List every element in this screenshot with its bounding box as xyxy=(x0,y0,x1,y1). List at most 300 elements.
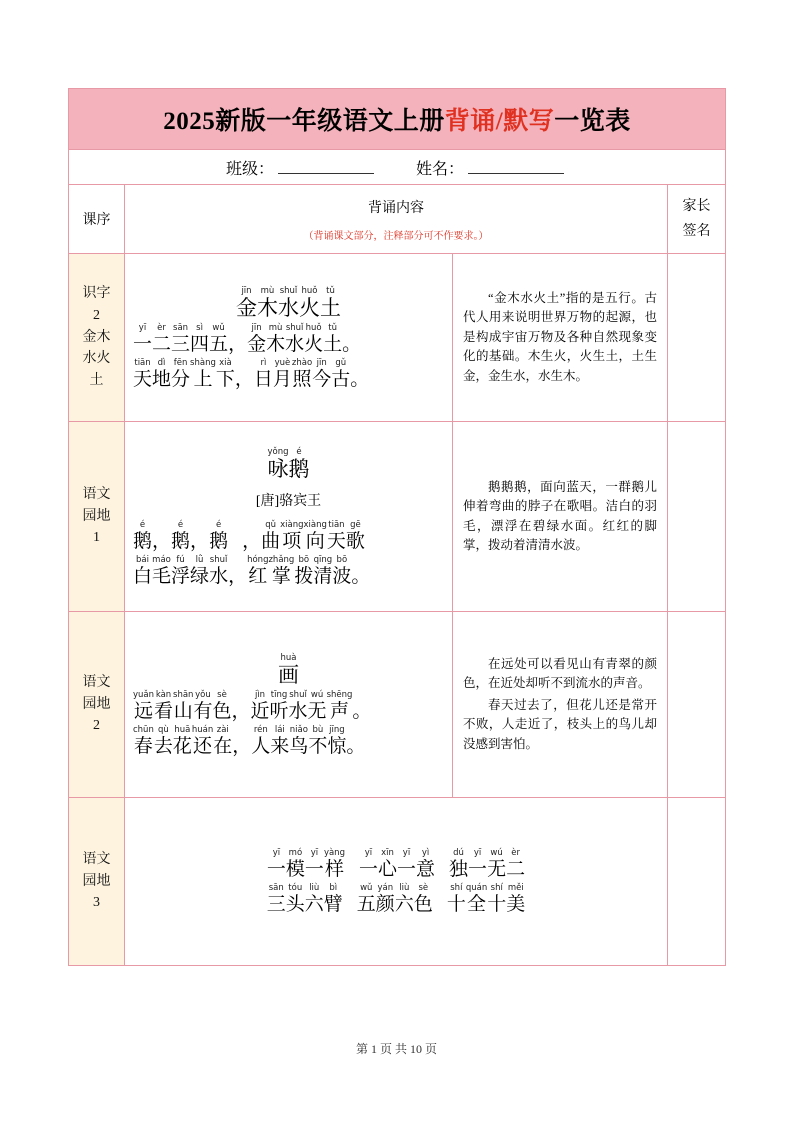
pinyin: huán xyxy=(191,725,214,735)
ruby-char xyxy=(251,690,270,723)
pinyin xyxy=(242,520,261,530)
hanzi: 声 xyxy=(329,701,349,722)
pinyin: yuǎn xyxy=(133,690,155,700)
pinyin: shuǐ xyxy=(279,286,298,296)
ruby-char xyxy=(352,690,371,723)
ruby-char xyxy=(273,358,292,391)
ruby-char xyxy=(236,286,257,321)
order-line: 识字 xyxy=(82,286,111,302)
ruby-char xyxy=(286,848,305,881)
pinyin: yī xyxy=(473,847,482,858)
hanzi: 五 xyxy=(209,334,229,355)
hanzi: 还 xyxy=(193,736,213,757)
student-info-row xyxy=(68,150,726,184)
hanzi: 浮 xyxy=(171,566,191,587)
header-signature-line2: 签名 xyxy=(682,224,711,239)
pinyin: jīn xyxy=(316,358,327,368)
text-line xyxy=(133,883,659,916)
hanzi: ， xyxy=(190,531,210,552)
order-line: 语文 xyxy=(82,486,111,502)
pinyin: bái xyxy=(136,555,149,565)
ruby-char xyxy=(247,323,266,356)
pinyin xyxy=(350,358,369,368)
hanzi: 天 xyxy=(326,531,346,552)
hanzi: 鹅 xyxy=(209,531,229,552)
pinyin: dì xyxy=(157,358,166,368)
pinyin: wú xyxy=(490,847,503,858)
pinyin: yī xyxy=(364,847,373,858)
hanzi: 不 xyxy=(308,736,328,757)
hanzi: 鹅 xyxy=(171,531,191,552)
hanzi: 六 xyxy=(304,893,324,915)
hanzi: 十 xyxy=(487,893,507,915)
poem-body-2 xyxy=(133,690,444,758)
pinyin: bō xyxy=(336,555,348,565)
hanzi: 色 xyxy=(212,701,232,722)
class-blank[interactable] xyxy=(278,159,374,174)
pinyin: zài xyxy=(216,725,229,735)
hanzi: 全 xyxy=(467,893,487,915)
ruby-char xyxy=(267,447,288,482)
ruby-char xyxy=(324,848,345,881)
order-line: 土 xyxy=(89,373,104,389)
ruby-char xyxy=(308,690,327,723)
hanzi: ， xyxy=(152,531,172,552)
hanzi: 。 xyxy=(351,566,371,587)
hanzi: 日 xyxy=(253,369,273,390)
text-line xyxy=(133,520,444,553)
pinyin: èr xyxy=(157,323,166,333)
ruby-char xyxy=(468,848,487,881)
row-note-0 xyxy=(453,254,668,422)
pinyin: quán xyxy=(465,882,488,893)
pinyin xyxy=(190,520,209,530)
row-signature-0[interactable] xyxy=(668,254,726,422)
pinyin: yàng xyxy=(323,847,345,858)
hanzi: 木 xyxy=(257,296,278,320)
ruby-char xyxy=(154,690,173,723)
hanzi: 向 xyxy=(305,531,325,552)
hanzi: 一 xyxy=(133,334,153,355)
ruby-char xyxy=(304,323,323,356)
title-banner xyxy=(68,88,726,150)
pinyin: jìn xyxy=(254,690,266,700)
ruby-char xyxy=(342,323,361,356)
pinyin: jīn xyxy=(241,286,252,296)
ruby-char xyxy=(289,447,310,482)
ruby-char xyxy=(447,883,466,916)
class-label: 班级： xyxy=(225,160,274,178)
ruby-char xyxy=(133,323,152,356)
hanzi: ， xyxy=(242,531,262,552)
row-signature-2[interactable] xyxy=(668,612,726,798)
table-row xyxy=(69,798,726,966)
pinyin: shí xyxy=(490,882,503,893)
ruby-char xyxy=(152,555,171,588)
pinyin: gǔ xyxy=(335,358,347,368)
pinyin: yuè xyxy=(274,358,291,368)
ruby-char xyxy=(299,286,320,321)
hanzi: 白 xyxy=(133,566,153,587)
note-paragraph: 春天过去了，但花儿还是常开不败，人走近了，枝头上的鸟儿却没感到害怕。 xyxy=(463,697,657,751)
hanzi: 二 xyxy=(152,334,172,355)
pinyin xyxy=(352,690,371,700)
order-line: 语文 xyxy=(82,851,111,867)
ruby-char xyxy=(171,520,190,553)
pinyin: huā xyxy=(174,725,191,735)
order-line: 金木 xyxy=(82,329,111,345)
order-line: 2 xyxy=(93,307,100,323)
pinyin: é xyxy=(215,520,222,530)
order-line: 园地 xyxy=(82,873,111,889)
row-signature-1[interactable] xyxy=(668,422,726,612)
hanzi: 拨 xyxy=(294,566,314,587)
poem-title-2 xyxy=(133,653,444,688)
ruby-char xyxy=(487,848,506,881)
pinyin: yī xyxy=(272,847,281,858)
hanzi: 咏 xyxy=(267,457,289,481)
pinyin: qù xyxy=(157,725,169,735)
row-signature-3[interactable] xyxy=(668,798,726,966)
hanzi: 五 xyxy=(356,893,376,915)
pinyin: fēn xyxy=(173,358,188,368)
hanzi: 颜 xyxy=(375,893,395,915)
hanzi: 惊 xyxy=(327,736,347,757)
pinyin xyxy=(228,323,247,333)
ruby-char xyxy=(212,690,231,723)
pinyin xyxy=(342,323,361,333)
ruby-char xyxy=(209,520,228,553)
pinyin: shàng xyxy=(190,358,216,368)
pinyin: lǜ xyxy=(195,555,204,565)
pinyin: dú xyxy=(453,847,464,858)
ruby-char xyxy=(173,725,192,758)
hanzi: ， xyxy=(232,736,252,757)
ruby-char xyxy=(376,883,395,916)
pinyin: lái xyxy=(274,725,285,735)
ruby-char xyxy=(313,555,332,588)
hanzi: 歌 xyxy=(345,531,365,552)
ruby-char xyxy=(133,690,154,723)
ruby-char xyxy=(327,690,353,723)
hanzi: 无 xyxy=(487,858,507,880)
ruby-char xyxy=(152,323,171,356)
hanzi: 掌 xyxy=(271,566,291,587)
hanzi: 花 xyxy=(172,736,192,757)
pinyin: bì xyxy=(329,882,338,893)
hanzi: 清 xyxy=(313,566,333,587)
pinyin: sè xyxy=(418,882,429,893)
ruby-char xyxy=(289,690,308,723)
pinyin: yán xyxy=(377,882,394,893)
hanzi: ， xyxy=(231,701,251,722)
pinyin: é xyxy=(177,520,184,530)
row-order-3 xyxy=(69,798,125,966)
hanzi: 鸟 xyxy=(289,736,309,757)
pinyin: yī xyxy=(310,847,319,858)
text-line xyxy=(133,323,444,356)
pinyin: èr xyxy=(511,847,520,858)
ruby-char xyxy=(242,520,261,553)
ruby-char xyxy=(257,286,278,321)
hanzi: 色 xyxy=(413,893,433,915)
row-order-2 xyxy=(69,612,125,798)
pinyin xyxy=(228,555,247,565)
pinyin: yī xyxy=(402,847,411,858)
ruby-char xyxy=(209,555,228,588)
hanzi: 一 xyxy=(304,858,324,880)
hanzi: 。 xyxy=(350,369,370,390)
ruby-char xyxy=(449,848,468,881)
hanzi: 画 xyxy=(278,663,299,687)
order-line: 园地 xyxy=(82,696,111,712)
ruby-char xyxy=(251,725,270,758)
ruby-char xyxy=(267,848,286,881)
poem-title-0 xyxy=(133,286,444,321)
ruby-char xyxy=(466,883,487,916)
hanzi: ， xyxy=(228,566,248,587)
pinyin: xià xyxy=(219,358,232,368)
hanzi: 照 xyxy=(292,369,312,390)
pinyin: chūn xyxy=(133,725,154,735)
ruby-char xyxy=(305,883,324,916)
hanzi: 三 xyxy=(266,893,286,915)
hanzi: 来 xyxy=(270,736,290,757)
hanzi: 十 xyxy=(446,893,466,915)
pinyin: tiān xyxy=(134,358,151,368)
ruby-char xyxy=(152,520,171,553)
pinyin: fú xyxy=(176,555,185,565)
hanzi: 下 xyxy=(215,369,235,390)
pinyin xyxy=(232,725,251,735)
table-header-row xyxy=(69,185,726,254)
pinyin: é xyxy=(139,520,146,530)
ruby-char xyxy=(397,848,416,881)
recitation-table xyxy=(68,184,726,966)
row-content-2 xyxy=(125,612,453,798)
header-signature-line1: 家长 xyxy=(682,198,711,214)
hanzi: 无 xyxy=(307,701,327,722)
pinyin: zhǎng xyxy=(268,555,295,565)
pinyin: jīng xyxy=(329,725,345,735)
order-line: 园地 xyxy=(82,508,111,524)
hanzi: 人 xyxy=(251,736,271,757)
pinyin: sān xyxy=(268,882,284,893)
hanzi: 有 xyxy=(193,701,213,722)
ruby-char xyxy=(193,690,212,723)
hanzi: 金 xyxy=(247,334,267,355)
hanzi: 土 xyxy=(323,334,343,355)
hanzi: 月 xyxy=(272,369,292,390)
ruby-char xyxy=(292,358,312,391)
order-line: 2 xyxy=(93,718,100,734)
order-line: 3 xyxy=(93,895,100,911)
title-prefix: 2025新版一年级语文上册 xyxy=(163,108,445,135)
ruby-char xyxy=(327,520,346,553)
pinyin: tǔ xyxy=(328,323,338,333)
pinyin: tiān xyxy=(328,520,345,530)
pinyin: shān xyxy=(173,690,194,700)
row-order-1 xyxy=(69,422,125,612)
class-field xyxy=(226,156,378,179)
hanzi: 地 xyxy=(152,369,172,390)
ruby-char xyxy=(190,520,209,553)
title-highlight: 背诵/默写 xyxy=(444,108,555,135)
ruby-char xyxy=(247,555,268,588)
text-line xyxy=(133,358,444,391)
ruby-char xyxy=(285,323,304,356)
ruby-char xyxy=(327,725,346,758)
ruby-char xyxy=(332,555,351,588)
ruby-char xyxy=(254,358,273,391)
text-line xyxy=(133,848,659,881)
ruby-char xyxy=(216,358,235,391)
poem-body-0 xyxy=(133,323,444,391)
ruby-char xyxy=(171,323,190,356)
name-field xyxy=(416,156,568,179)
pinyin xyxy=(235,358,254,368)
ruby-char xyxy=(133,725,154,758)
hanzi: 近 xyxy=(250,701,270,722)
pinyin: měi xyxy=(507,882,524,893)
ruby-char xyxy=(395,883,414,916)
hanzi: 独 xyxy=(449,858,469,880)
pinyin: xiàng xyxy=(303,520,327,530)
hanzi: 毛 xyxy=(152,566,172,587)
pinyin: qīng xyxy=(313,555,333,565)
hanzi: 一 xyxy=(266,858,286,880)
pinyin: wǔ xyxy=(212,323,225,333)
ruby-char xyxy=(266,323,285,356)
table-row xyxy=(69,422,726,612)
ruby-char xyxy=(152,358,171,391)
pinyin: sì xyxy=(196,323,203,333)
pinyin: sè xyxy=(217,690,227,700)
hanzi: 水 xyxy=(285,334,305,355)
poem-author-1: [唐]骆宾王 xyxy=(255,494,322,509)
ruby-char xyxy=(228,555,247,588)
hanzi: 。 xyxy=(346,736,366,757)
hanzi: 分 xyxy=(171,369,191,390)
row-content-1 xyxy=(125,422,453,612)
pinyin: liù xyxy=(399,882,410,893)
ruby-char xyxy=(280,520,303,553)
pinyin: qǔ xyxy=(265,520,276,530)
hanzi: 鹅 xyxy=(288,457,310,481)
pinyin: niǎo xyxy=(289,725,308,735)
ruby-char xyxy=(286,883,305,916)
pinyin: rén xyxy=(253,725,268,735)
pinyin: yì xyxy=(421,847,430,858)
ruby-char xyxy=(346,520,365,553)
ruby-char xyxy=(190,323,209,356)
pinyin: hóng xyxy=(247,555,269,565)
hanzi: 古 xyxy=(331,369,351,390)
ruby-char xyxy=(312,358,331,391)
ruby-char xyxy=(154,725,173,758)
pinyin: yǒng xyxy=(267,447,289,457)
header-order-cell xyxy=(69,185,125,254)
note-paragraph: 鹅鹅鹅，面向蓝天，一群鹅儿伸着弯曲的脖子在歌唱。洁白的羽毛，漂浮在碧绿水面。红红的脚掌，拨动着清清水波。 xyxy=(463,479,657,552)
ruby-char xyxy=(331,358,350,391)
hanzi: 土 xyxy=(320,296,341,320)
pinyin: shuǐ xyxy=(285,323,304,333)
hanzi: 三 xyxy=(171,334,191,355)
hanzi: 四 xyxy=(190,334,210,355)
pinyin: wú xyxy=(310,690,324,700)
ruby-char xyxy=(192,725,213,758)
header-content-cell xyxy=(125,185,668,254)
ruby-char xyxy=(414,883,433,916)
ruby-char xyxy=(171,555,190,588)
ruby-char xyxy=(228,323,247,356)
pinyin xyxy=(346,725,365,735)
hanzi: 一 xyxy=(468,858,488,880)
pinyin: tīng xyxy=(270,690,288,700)
order-line: 水火 xyxy=(82,351,111,367)
pinyin: é xyxy=(296,447,302,457)
ruby-char xyxy=(278,286,299,321)
name-blank[interactable] xyxy=(468,159,564,174)
hanzi: 听 xyxy=(269,701,289,722)
hanzi: 鹅 xyxy=(133,531,153,552)
pinyin: sān xyxy=(173,323,189,333)
pinyin: jīn xyxy=(251,323,262,333)
ruby-char xyxy=(305,848,324,881)
row-order-0 xyxy=(69,254,125,422)
hanzi: 去 xyxy=(153,736,173,757)
ruby-char xyxy=(487,883,506,916)
hanzi: 头 xyxy=(285,893,305,915)
hanzi: 曲 xyxy=(261,531,281,552)
pinyin: shuǐ xyxy=(209,555,228,565)
pinyin: tǔ xyxy=(326,286,335,296)
page-title xyxy=(163,101,630,137)
ruby-char xyxy=(267,883,286,916)
hanzi: 上 xyxy=(193,369,213,390)
text-line xyxy=(133,725,444,758)
hanzi: 样 xyxy=(324,858,344,880)
ruby-char xyxy=(270,690,289,723)
hanzi: 水 xyxy=(209,566,229,587)
hanzi: 二 xyxy=(506,858,526,880)
hanzi: 看 xyxy=(154,701,174,722)
ruby-char xyxy=(350,358,369,391)
hanzi: ， xyxy=(234,369,254,390)
hanzi: 模 xyxy=(285,858,305,880)
hanzi: 一 xyxy=(358,858,378,880)
pinyin: wǔ xyxy=(360,882,373,893)
pinyin: shēng xyxy=(326,690,353,700)
ruby-char xyxy=(173,690,193,723)
row-note-2 xyxy=(453,612,668,798)
pinyin: zhào xyxy=(291,358,313,368)
table-row xyxy=(69,612,726,798)
pinyin: yǒu xyxy=(195,690,211,700)
hanzi: 项 xyxy=(282,531,302,552)
hanzi: 水 xyxy=(288,701,308,722)
hanzi: 心 xyxy=(377,858,397,880)
hanzi: 。 xyxy=(342,334,362,355)
ruby-char xyxy=(268,555,294,588)
ruby-char xyxy=(209,323,228,356)
pinyin: liù xyxy=(309,882,320,893)
ruby-char xyxy=(133,555,152,588)
note-paragraph: “金木水火土”指的是五行。古代人用来说明世界万物的起源，也是构成宇宙万物及各种自然现象变化的基础。木生火，火生土，土生金，金生水，水生木。 xyxy=(463,291,657,383)
ruby-char xyxy=(213,725,232,758)
hanzi: 臂 xyxy=(323,893,343,915)
header-order-label: 课序 xyxy=(82,213,111,228)
